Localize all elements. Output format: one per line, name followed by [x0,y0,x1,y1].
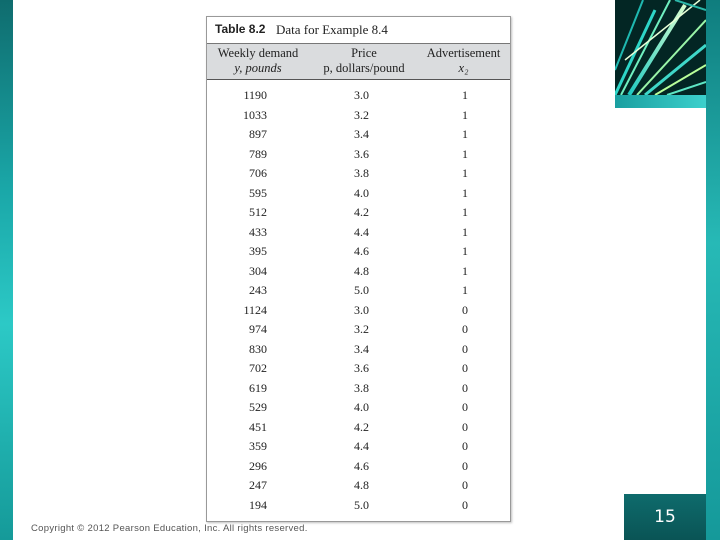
cell-price: 3.6 [354,361,369,375]
table-row [207,359,510,379]
header-advertisement [417,46,510,76]
cell-advertisement: 0 [462,439,468,453]
right-accent-strip [615,95,706,108]
table-caption-title: Data for Example 8.4 [276,22,388,37]
cell-weekly-demand: 706 [249,166,267,180]
cell-weekly-demand: 830 [249,341,267,356]
cell-price: 3.2 [354,322,369,336]
cell-price: 3.4 [354,127,369,141]
table-row [207,340,510,360]
header-demand-line2 [207,61,309,76]
cell-price: 3.6 [354,146,369,161]
cell-advertisement: 0 [462,361,468,375]
cell-weekly-demand: 595 [249,185,267,200]
cell-weekly-demand: 1190 [243,88,267,102]
cell-advertisement: 0 [462,458,468,473]
page-number-box [624,494,706,540]
table-row [207,106,510,126]
cell-price: 3.8 [354,166,369,180]
cell-advertisement: 1 [462,185,468,200]
fiber-optic-image [615,0,706,95]
cell-advertisement: 1 [462,263,468,278]
cell-price: 4.8 [354,478,369,492]
table-row [207,262,510,282]
cell-weekly-demand: 702 [249,361,267,375]
cell-advertisement: 0 [462,497,468,512]
cell-price: 4.2 [354,205,369,219]
cell-weekly-demand: 359 [249,439,267,453]
table-row [207,86,510,106]
header-demand-line2-text: y, pounds [234,61,282,75]
copyright-text: Copyright © 2012 Pearson Education, Inc. All rights reserved. [31,523,308,534]
cell-advertisement: 0 [462,478,468,492]
table-row [207,203,510,223]
table-row [207,125,510,145]
header-price-line1: Price [351,46,377,60]
cell-price: 4.0 [354,400,369,414]
table-row [207,164,510,184]
table-row [207,145,510,165]
table-row [207,281,510,301]
header-adv-line2 [417,61,510,76]
cell-advertisement: 1 [462,244,468,258]
cell-advertisement: 1 [462,224,468,239]
cell-weekly-demand: 1033 [243,107,267,122]
cell-weekly-demand: 974 [249,322,267,336]
cell-weekly-demand: 529 [249,400,267,414]
cell-advertisement: 1 [462,107,468,122]
data-table [206,16,511,522]
cell-weekly-demand: 194 [249,497,267,512]
table-row [207,437,510,457]
cell-price: 4.4 [354,439,369,453]
table-row [207,301,510,321]
cell-price: 4.6 [354,244,369,258]
table-row [207,398,510,418]
cell-weekly-demand: 512 [249,205,267,219]
cell-advertisement: 1 [462,166,468,180]
table-row [207,184,510,204]
cell-weekly-demand: 395 [249,244,267,258]
cell-advertisement: 0 [462,322,468,336]
cell-advertisement: 0 [462,400,468,414]
cell-advertisement: 1 [462,205,468,219]
cell-price: 5.0 [354,497,369,512]
cell-price: 4.6 [354,458,369,473]
header-price-line2: p, dollars/pound [323,61,405,75]
cell-price: 4.4 [354,224,369,239]
cell-price: 4.8 [354,263,369,278]
right-accent-bar [706,0,720,540]
cell-weekly-demand: 247 [249,478,267,492]
cell-price: 3.8 [354,380,369,395]
page-number: 15 [654,507,676,527]
header-price [311,46,417,76]
cell-weekly-demand: 243 [249,283,267,297]
cell-advertisement: 1 [462,283,468,297]
cell-weekly-demand: 433 [249,224,267,239]
cell-weekly-demand: 451 [249,419,267,434]
table-row [207,320,510,340]
cell-price: 5.0 [354,283,369,297]
table-row [207,496,510,516]
table-row [207,242,510,262]
cell-price: 3.0 [354,88,369,102]
header-adv-line2-text: x₂ [458,61,469,75]
table-caption [207,17,510,44]
cell-price: 3.4 [354,341,369,356]
cell-price: 4.0 [354,185,369,200]
left-accent-bar [0,0,13,540]
cell-weekly-demand: 897 [249,127,267,141]
cell-weekly-demand: 304 [249,263,267,278]
cell-advertisement: 1 [462,127,468,141]
cell-weekly-demand: 619 [249,380,267,395]
cell-price: 3.0 [354,302,369,317]
cell-advertisement: 0 [462,302,468,317]
cell-advertisement: 0 [462,419,468,434]
table-header [207,44,510,80]
cell-advertisement: 0 [462,341,468,356]
cell-weekly-demand: 1124 [243,302,267,317]
table-row [207,418,510,438]
cell-advertisement: 0 [462,380,468,395]
cell-weekly-demand: 789 [249,146,267,161]
cell-advertisement: 1 [462,146,468,161]
table-row [207,476,510,496]
cell-price: 3.2 [354,107,369,122]
table-caption-label: Table 8.2 [215,22,266,36]
cell-advertisement: 1 [462,88,468,102]
header-weekly-demand [207,46,309,76]
cell-price: 4.2 [354,419,369,434]
table-body [207,86,510,515]
table-row [207,223,510,243]
cell-weekly-demand: 296 [249,458,267,473]
header-adv-line1: Advertisement [426,46,501,60]
header-demand-line1: Weekly demand [217,46,299,60]
table-row [207,457,510,477]
table-row [207,379,510,399]
